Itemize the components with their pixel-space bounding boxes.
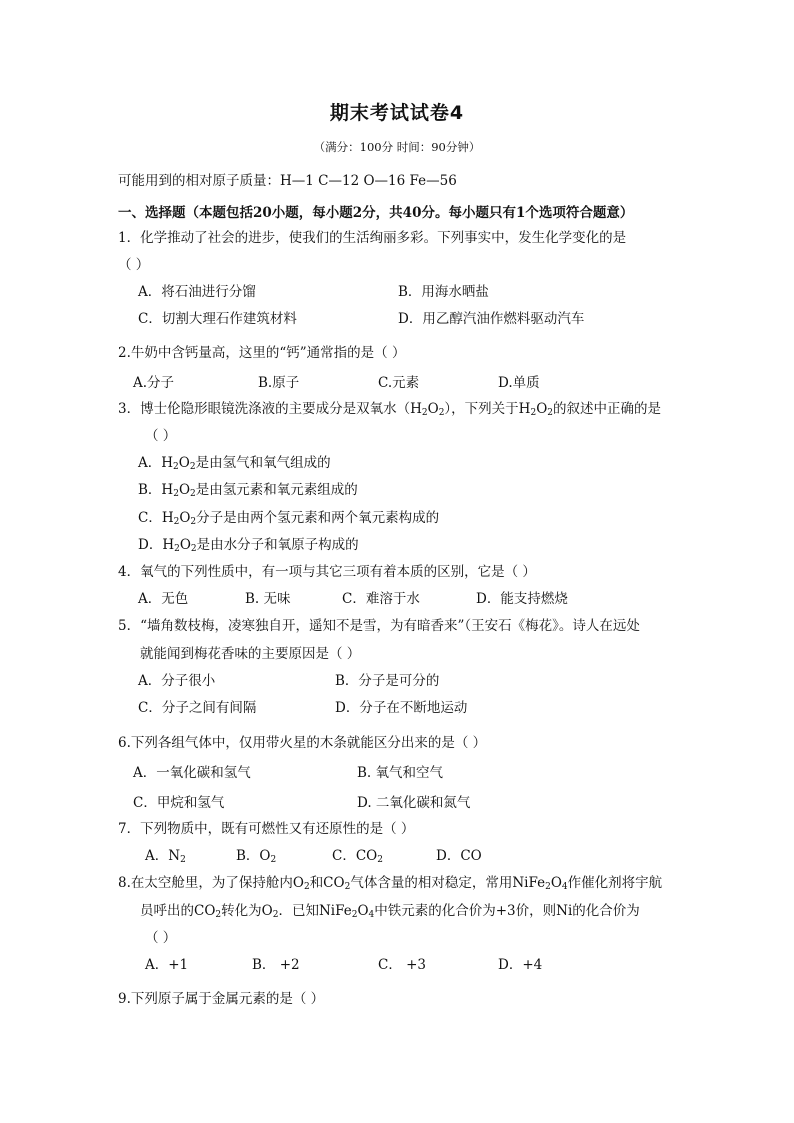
question-5-option-d: D．分子在不断地运动 xyxy=(335,700,468,716)
question-6-option-c: C．甲烷和氢气 xyxy=(133,795,225,811)
question-5-option-c: C．分子之间有间隔 xyxy=(138,700,257,716)
question-4-option-b: B. 无味 xyxy=(245,591,291,607)
question-1-stem: 1．化学推动了社会的进步，使我们的生活绚丽多彩。下列事实中，发生化学变化的是 xyxy=(118,230,627,246)
question-7-option-a: A．$N_2$ xyxy=(145,848,186,865)
question-8-stem-line-1: 8.在太空舱里，为了保持舱内$O_2$和$CO_2$气体含量的相对稳定，常用$NiFe_2O_4$作催化剂将宇航 xyxy=(118,875,663,892)
question-2-stem: 2.牛奶中含钙量高，这里的“钙”通常指的是（ ） xyxy=(118,345,406,361)
question-3-option-c: C．$H_2O_2$分子是由两个氢元素和两个氧元素构成的 xyxy=(138,510,440,527)
question-3-option-d: D．$H_2O_2$是由水分子和氧原子构成的 xyxy=(138,537,359,554)
question-2-option-d: D.单质 xyxy=(498,375,540,391)
question-5-option-a: A．分子很小 xyxy=(138,673,216,689)
question-3-stem: 3．博士伦隐形眼镜洗涤液的主要成分是双氧水$(H_2O_2)$，下列关于$H_2O_2$的叙述中正确的是 xyxy=(118,401,661,418)
atomic-masses: 可能用到的相对原子质量：H—1 C—12 O—16 Fe—56 xyxy=(118,173,457,189)
question-4-option-d: D．能支持燃烧 xyxy=(476,591,568,607)
question-6-stem: 6.下列各组气体中，仅用带火星的木条就能区分出来的是（ ） xyxy=(118,735,487,751)
question-3-option-a: A．$H_2O_2$是由氢气和氧气组成的 xyxy=(138,455,331,472)
question-5-option-b: B．分子是可分的 xyxy=(335,673,440,689)
question-3-paren: （ ） xyxy=(145,428,177,444)
question-8-option-a: A．+1 xyxy=(145,957,189,973)
question-4-option-a: A．无色 xyxy=(138,591,189,607)
question-7-stem: 7．下列物质中，既有可燃性又有还原性的是（ ） xyxy=(118,821,415,837)
question-5-stem-line-1: 5．“墙角数枝梅，凌寒独自开，遥知不是雪，为有暗香来”（王安石《梅花》。诗人在远处 xyxy=(118,618,640,634)
question-8-option-b: B． +2 xyxy=(252,957,300,973)
question-8-paren: （ ） xyxy=(145,930,177,946)
question-2-option-a: A.分子 xyxy=(133,375,175,391)
question-7-option-b: B．$O_2$ xyxy=(236,848,277,865)
question-6-option-a: A．一氧化碳和氢气 xyxy=(133,765,251,781)
question-7-option-d: D．CO xyxy=(436,848,482,864)
question-8-option-c: C． +3 xyxy=(378,957,427,973)
question-4-option-c: C．难溶于水 xyxy=(342,591,420,607)
question-9-stem: 9.下列原子属于金属元素的是（ ） xyxy=(118,991,325,1007)
question-3-option-b: B．$H_2O_2$是由氢元素和氧元素组成的 xyxy=(138,482,358,499)
question-7-option-c: C．$CO_2$ xyxy=(332,848,383,865)
question-2-option-b: B.原子 xyxy=(258,375,300,391)
question-1-option-b: B．用海水晒盐 xyxy=(398,284,489,300)
page-title: 期末考试试卷4 xyxy=(329,102,465,124)
question-4-stem: 4．氧气的下列性质中，有一项与其它三项有着本质的区别，它是（ ） xyxy=(118,564,536,580)
question-6-option-d: D. 二氧化碳和氮气 xyxy=(357,795,471,811)
question-1-option-d: D．用乙醇汽油作燃料驱动汽车 xyxy=(398,311,585,327)
question-2-option-c: C.元素 xyxy=(378,375,420,391)
question-8-stem-line-2: 员呼出的$CO_2$转化为$O_2$．已知$NiFe_2O_4$中铁元素的化合价为+3价，则Ni的化合价为 xyxy=(140,903,640,920)
question-5-stem-line-2: 就能闻到梅花香味的主要原因是（ ） xyxy=(140,646,361,662)
exam-subtitle: （满分：100分 时间：90分钟） xyxy=(313,140,481,154)
question-1-option-a: A．将石油进行分馏 xyxy=(138,284,256,300)
question-8-option-d: D．+4 xyxy=(498,957,543,973)
question-6-option-b: B. 氧气和空气 xyxy=(357,765,444,781)
question-1-option-c: C．切割大理石作建筑材料 xyxy=(138,311,297,327)
question-1-paren: （ ） xyxy=(118,257,150,273)
section-heading: 一、选择题（本题包括20小题，每小题2分，共40分。每小题只有1个选项符合题意） xyxy=(118,205,634,221)
